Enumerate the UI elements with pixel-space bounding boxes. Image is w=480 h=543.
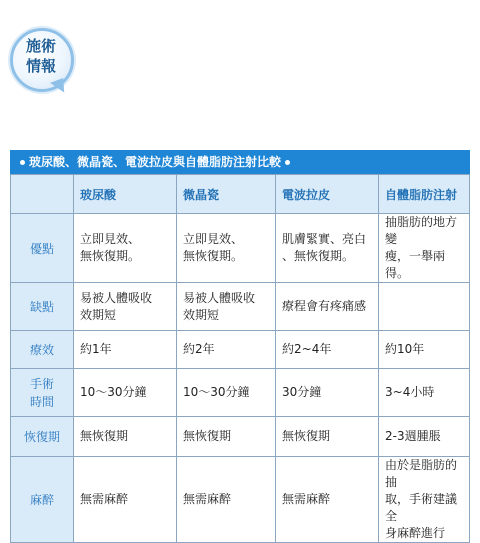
- row-header: 優點: [11, 214, 74, 283]
- table-cell: 療程會有疼痛感: [276, 283, 379, 331]
- table-cell: 約1年: [74, 331, 177, 369]
- table-row: [11, 369, 470, 417]
- bullet-icon: [20, 160, 25, 165]
- column-header: 玻尿酸: [74, 175, 177, 214]
- column-header: 電波拉皮: [276, 175, 379, 214]
- table-cell: 肌膚緊實、亮白 、無恢復期。: [276, 214, 379, 283]
- table-cell: [379, 283, 470, 331]
- table-cell: 30分鐘: [276, 369, 379, 417]
- comparison-table: [10, 174, 470, 543]
- table-row: [11, 417, 470, 457]
- badge-line-2: 情報: [25, 57, 56, 75]
- table-cell: 由於是脂肪的抽 取，手術建議全 身麻醉進行: [379, 457, 470, 543]
- comparison-title-bar: [10, 150, 470, 174]
- table-cell: 2-3週腫脹: [379, 417, 470, 457]
- table-cell: 10～30分鐘: [177, 369, 276, 417]
- bullet-icon: [285, 160, 290, 165]
- table-row: [11, 214, 470, 283]
- table-row: [11, 331, 470, 369]
- table-cell: 立即見效、 無恢復期。: [74, 214, 177, 283]
- table-cell: 約10年: [379, 331, 470, 369]
- table-cell: 約2年: [177, 331, 276, 369]
- column-header: 自體脂肪注射: [379, 175, 470, 214]
- row-header: 療效: [11, 331, 74, 369]
- table-cell: 易被人體吸收 效期短: [177, 283, 276, 331]
- table-cell: 無恢復期: [276, 417, 379, 457]
- table-cell: 無恢復期: [74, 417, 177, 457]
- table-header-row: [11, 175, 470, 214]
- column-header: 微晶瓷: [177, 175, 276, 214]
- row-header: 恢復期: [11, 417, 74, 457]
- table-cell: 抽脂肪的地方變 瘦，一舉兩得。: [379, 214, 470, 283]
- table-row: [11, 283, 470, 331]
- table-cell: 無需麻醉: [177, 457, 276, 543]
- row-header: 缺點: [11, 283, 74, 331]
- table-cell: 無需麻醉: [276, 457, 379, 543]
- table-row: [11, 457, 470, 543]
- badge-label: [6, 36, 76, 76]
- row-header: 手術 時間: [11, 369, 74, 417]
- comparison-title: 玻尿酸、微晶瓷、電波拉皮與自體脂肪注射比較: [29, 155, 282, 169]
- table-cell: 易被人體吸收 效期短: [74, 283, 177, 331]
- badge-line-1: 施術: [25, 37, 56, 55]
- table-cell: 無需麻醉: [74, 457, 177, 543]
- table-cell: 立即見效、 無恢復期。: [177, 214, 276, 283]
- table-cell: 約2~4年: [276, 331, 379, 369]
- table-cell: 3~4小時: [379, 369, 470, 417]
- row-header: 麻醉: [11, 457, 74, 543]
- table-cell: 無恢復期: [177, 417, 276, 457]
- table-corner: [11, 175, 74, 214]
- table-cell: 10～30分鐘: [74, 369, 177, 417]
- info-badge: [6, 20, 74, 116]
